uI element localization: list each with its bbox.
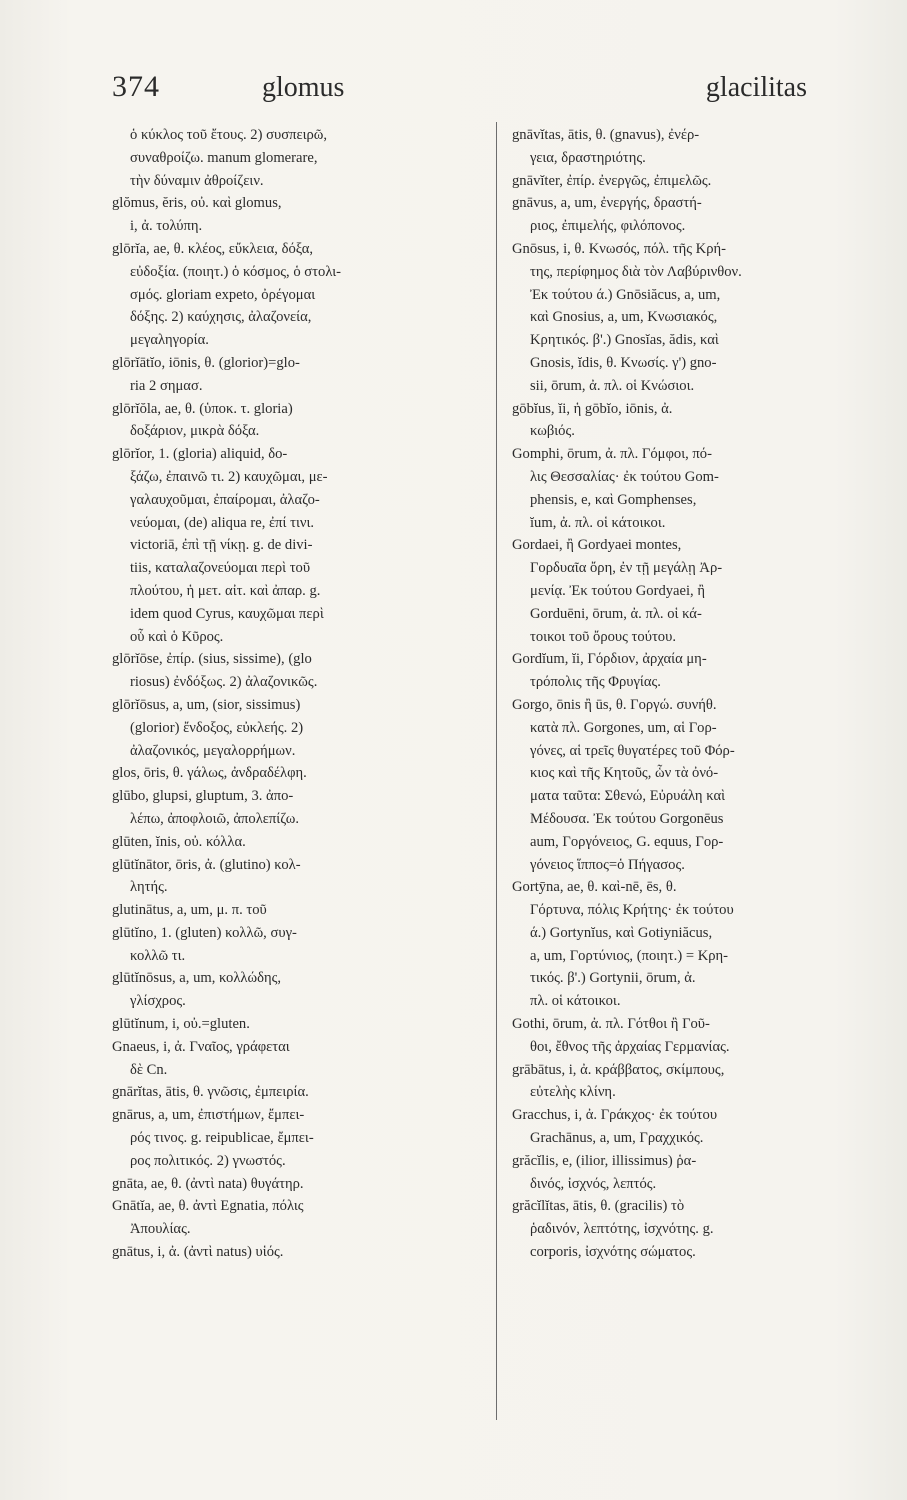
- entry-line: gnāvus, a, um, ἐνεργής, δραστή-: [512, 195, 702, 212]
- entry-line: καὶ Gnosius, a, um, Κνωσιακός,: [530, 309, 718, 326]
- column-divider: [496, 122, 497, 1420]
- entry-line: glūbo, glupsi, gluptum, 3. ἀπο-: [112, 788, 294, 805]
- entry-line: Ἐκ τούτου ά.) Gnōsiăcus, a, um,: [530, 286, 721, 303]
- entry-line: corporis, ἰσχνότης σώματος.: [530, 1244, 696, 1261]
- entry-line: Ἀπουλίας.: [130, 1221, 191, 1238]
- entry-line: aum, Γοργόνειος, G. equus, Γορ-: [530, 833, 724, 850]
- entry-line: μενίᾳ. Ἐκ τούτου Gordyaei, ἢ: [530, 582, 705, 599]
- entry-line: πλούτου, ἡ μετ. αἰτ. καὶ ἀπαρ. g.: [130, 582, 321, 599]
- entry-line: glūtĭnōsus, a, um, κολλώδης,: [112, 970, 282, 987]
- entry-line: sii, ōrum, ἀ. πλ. οἱ Κνώσιοι.: [530, 377, 695, 394]
- entry-line: Gorduēni, ōrum, ἀ. πλ. οἱ κά-: [530, 605, 702, 622]
- entry-line: phensis, e, καὶ Gomphenses,: [530, 491, 697, 508]
- entry-line: gōbĭus, ĭi, ἡ gōbĭo, iōnis, ἀ.: [512, 400, 673, 417]
- entry-line: γόνες, αἱ τρεῖς θυγατέρες τοῦ Φόρ-: [530, 742, 735, 759]
- entry-line: κατὰ πλ. Gorgones, um, αἱ Γορ-: [530, 719, 717, 736]
- left-column: [112, 124, 484, 1264]
- entry-line: Gnātĭa, ae, θ. ἀντὶ Egnatia, πόλις: [112, 1198, 304, 1215]
- entry-line: εὐδοξία. (ποιητ.) ὁ κόσμος, ὁ στολι-: [130, 263, 342, 280]
- entry-line: δὲ Cn.: [130, 1061, 168, 1078]
- entry-line: tiis, καταλαζονεύομαι περὶ τοῦ: [130, 560, 311, 577]
- entry-line: gnātus, i, ἀ. (ἀντὶ natus) υἱός.: [112, 1244, 284, 1261]
- entry-line: a, um, Γορτύνιος, (ποιητ.) = Κρη-: [530, 947, 729, 964]
- entry-line: κωβιός.: [530, 423, 575, 440]
- entry-line: glōrĭor, 1. (gloria) aliquid, δο-: [112, 446, 288, 463]
- entry-line: ρος πολιτικός. 2) γνωστός.: [130, 1152, 286, 1169]
- entry-line: grăcĭlis, e, (ilior, illissimus) ῥα-: [512, 1152, 697, 1169]
- entry-line: νεύομαι, (de) aliqua re, ἐπί τινι.: [130, 514, 315, 531]
- entry-line: glos, ōris, θ. γάλως, ἀνδραδέλφη.: [112, 765, 307, 782]
- entry-line: γεια, δραστηριότης.: [530, 149, 646, 166]
- entry-line: Grachānus, a, um, Γραχχικός.: [530, 1130, 704, 1147]
- entry-line: grăcĭlĭtas, ātis, θ. (gracilis) τὸ: [512, 1198, 685, 1215]
- entry-line: πλ. οἱ κάτοικοι.: [530, 993, 621, 1010]
- entry-line: Γορδυαῖα ὄρη, ἐν τῇ μεγάλῃ Ἀρ-: [530, 560, 723, 577]
- entry-line: τικός. β'.) Gortynii, ōrum, ἀ.: [530, 970, 696, 987]
- entry-line: σμός. gloriam expeto, ὀρέγομαι: [130, 286, 316, 303]
- entry-line: glūten, ĭnis, οὐ. κόλλα.: [112, 833, 246, 850]
- entry-line: glūtĭno, 1. (gluten) κολλῶ, συγ-: [112, 924, 297, 941]
- entry-line: Gortȳna, ae, θ. καὶ-nē, ēs, θ.: [512, 879, 677, 896]
- entry-line: ματα ταῦτα: Σθενώ, Εὐρυάλη καὶ: [530, 788, 726, 805]
- entry-line: της, περίφημος διὰ τὸν Λαβύρινθον.: [530, 263, 742, 280]
- entry-line: gnāta, ae, θ. (ἀντὶ nata) θυγάτηρ.: [112, 1175, 304, 1192]
- entry-line: victoriā, ἐπὶ τῇ νίκῃ. g. de divi-: [130, 537, 313, 554]
- entry-line: λις Θεσσαλίας· ἐκ τούτου Gom-: [530, 468, 719, 485]
- entry-line: Gordaei, ἢ Gordyaei montes,: [512, 537, 682, 554]
- entry-line: θοι, ἔθνος τῆς ἀρχαίας Γερμανίας.: [530, 1038, 730, 1055]
- entry-line: ἀλαζονικός, μεγαλορρήμων.: [130, 742, 296, 759]
- page-header: [112, 70, 847, 114]
- entry-line: κολλῶ τι.: [130, 947, 186, 964]
- entry-line: τρόπολις τῆς Φρυγίας.: [530, 674, 661, 691]
- guide-word-right: glacilitas: [705, 72, 807, 103]
- entry-line: λητής.: [130, 879, 168, 896]
- entry-line: ξάζω, ἐπαινῶ τι. 2) καυχῶμαι, με-: [130, 468, 328, 485]
- entry-line: glōrĭōse, ἐπίρ. (sius, sissime), (glo: [112, 651, 312, 668]
- entry-line: ῥαδινόν, λεπτότης, ἰσχνότης. g.: [530, 1221, 714, 1238]
- entry-line: (glorior) ἔνδοξος, εὐκλεής. 2): [130, 719, 304, 736]
- guide-word-left: glomus: [262, 72, 345, 103]
- entry-line: glōrĭa, ae, θ. κλέος, εὔκλεια, δόξα,: [112, 240, 314, 257]
- entry-line: Gnōsus, i, θ. Κνωσός, πόλ. τῆς Κρή-: [512, 240, 726, 257]
- entry-line: ria 2 σημασ.: [130, 377, 203, 394]
- entry-line: ά.) Gortynĭus, καὶ Gotiyniăcus,: [530, 924, 713, 941]
- entry-line: Gothi, ōrum, ἀ. πλ. Γότθοι ἢ Γοῦ-: [512, 1016, 710, 1033]
- entry-line: Gordĭum, ĭi, Γόρδιον, ἀρχαία μη-: [512, 651, 707, 668]
- entry-line: i, ἀ. τολύπη.: [130, 218, 203, 235]
- entry-line: δοξάριον, μικρὰ δόξα.: [130, 423, 260, 440]
- entry-line: γαλαυχοῦμαι, ἐπαίρομαι, ἀλαζο-: [130, 491, 320, 508]
- entry-line: glōrĭātĭo, iōnis, θ. (glorior)=glo-: [112, 354, 300, 371]
- entry-line: ριος, ἐπιμελής, φιλόπονος.: [530, 218, 686, 235]
- entry-line: γλίσχρος.: [130, 993, 186, 1010]
- entry-line: Gomphi, ōrum, ἀ. πλ. Γόμφοι, πό-: [512, 446, 712, 463]
- entry-line: συναθροίζω. manum glomerare,: [130, 149, 318, 166]
- entry-line: ὁ κύκλος τοῦ ἔτους. 2) συσπειρῶ,: [130, 127, 328, 143]
- entry-line: gnārĭtas, ātis, θ. γνῶσις, ἐμπειρία.: [112, 1084, 309, 1101]
- entry-line: ρός τινος. g. reipublicae, ἔμπει-: [130, 1130, 314, 1147]
- entry-line: gnāvĭter, ἐπίρ. ἐνεργῶς, ἐπιμελῶς.: [512, 172, 712, 189]
- entry-line: riosus) ἐνδόξως. 2) ἀλαζονικῶς.: [130, 674, 318, 691]
- entry-line: μεγαληγορία.: [130, 332, 209, 349]
- entry-line: τὴν δύναμιν ἀθροίζειν.: [130, 172, 264, 189]
- entry-line: δινός, ἰσχνός, λεπτός.: [530, 1175, 657, 1192]
- entry-line: τοικοι τοῦ ὄρους τούτου.: [530, 628, 676, 645]
- entry-line: ĭum, ἀ. πλ. οἱ κάτοικοι.: [530, 514, 666, 531]
- entry-line: Μέδουσα. Ἐκ τούτου Gorgonēus: [530, 810, 724, 827]
- entry-line: Κρητικός. β'.) Gnosĭas, ădis, καὶ: [530, 332, 719, 349]
- entry-line: Gorgo, ōnis ἢ ūs, θ. Γοργώ. συνήθ.: [512, 696, 717, 713]
- entry-line: gnārus, a, um, ἐπιστήμων, ἔμπει-: [112, 1107, 305, 1124]
- entry-line: glūtĭnum, i, οὐ.=gluten.: [112, 1016, 250, 1033]
- entry-line: Gnosis, ĭdis, θ. Κνωσίς. γ') gno-: [530, 354, 717, 371]
- entry-line: Γόρτυνα, πόλις Κρήτης· ἐκ τούτου: [530, 902, 734, 919]
- entry-line: λέπω, ἀποφλοιῶ, ἀπολεπίζω.: [130, 810, 299, 827]
- entry-line: glŏmus, ĕris, οὐ. καὶ glomus,: [112, 195, 282, 212]
- entry-line: idem quod Cyrus, καυχῶμαι περὶ: [130, 605, 324, 622]
- page-number: 374: [112, 70, 160, 103]
- right-column: [512, 124, 872, 1264]
- entry-line: γόνειος ἵππος=ὁ Πήγασος.: [530, 856, 685, 873]
- entry-line: grābātus, i, ἀ. κράββατος, σκίμπους,: [512, 1061, 725, 1078]
- entry-line: Gracchus, i, ἀ. Γράκχος· ἐκ τούτου: [512, 1107, 718, 1124]
- entry-line: glōrĭōsus, a, um, (sior, sissimus): [112, 696, 301, 713]
- entry-line: glūtĭnātor, ōris, ἀ. (glutino) κολ-: [112, 856, 301, 873]
- entry-line: οὗ καὶ ὁ Κῦρος.: [130, 628, 224, 645]
- entry-line: κιος καὶ τῆς Κητοῦς, ὧν τὰ ὀνό-: [530, 765, 719, 782]
- entry-line: δόξης. 2) καύχησις, ἀλαζονεία,: [130, 309, 312, 326]
- entry-line: Gnaeus, i, ἀ. Γναῖος, γράφεται: [112, 1038, 290, 1055]
- entry-line: glōrĭŏla, ae, θ. (ὑποκ. τ. gloria): [112, 400, 293, 417]
- entry-line: εὐτελὴς κλίνη.: [530, 1084, 616, 1101]
- entry-line: glutinātus, a, um, μ. π. τοῦ: [112, 902, 267, 919]
- entry-line: gnāvĭtas, ātis, θ. (gnavus), ἐνέρ-: [512, 127, 700, 143]
